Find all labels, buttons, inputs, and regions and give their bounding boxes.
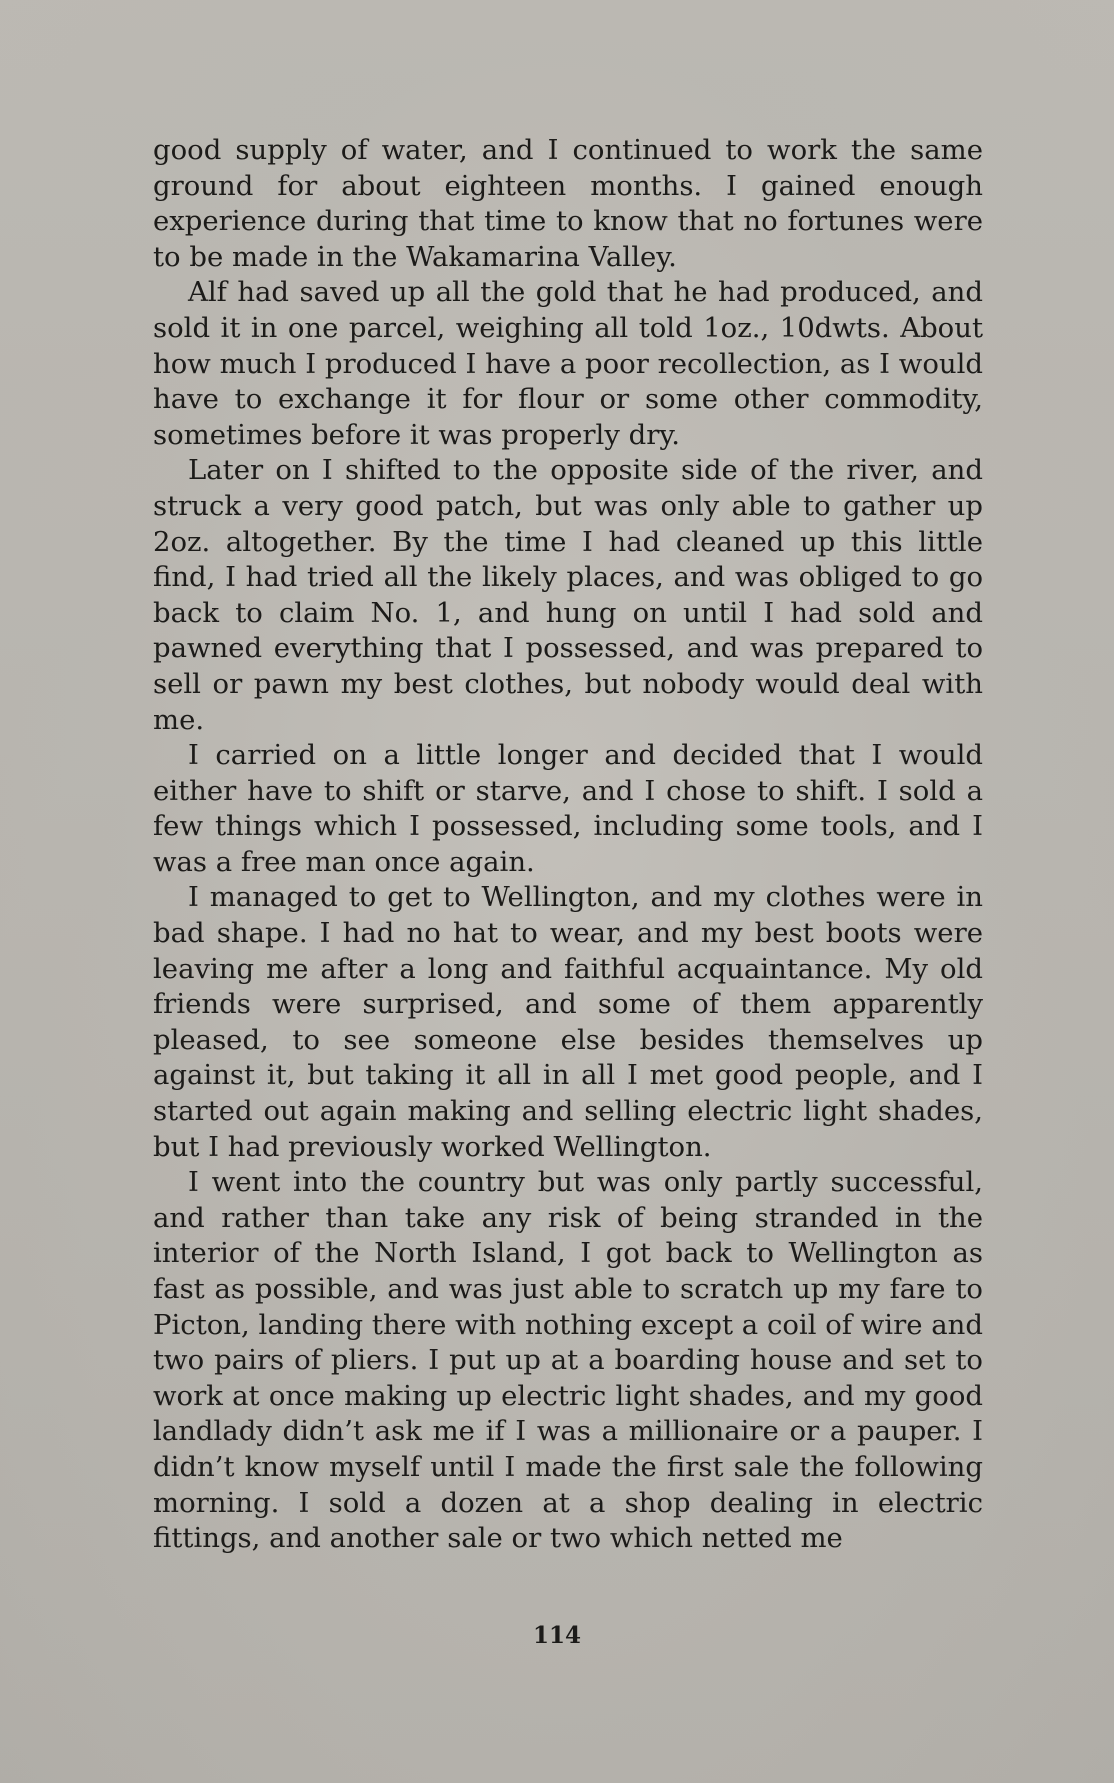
paragraph-5: I managed to get to Wellington, and my clothes were in bad shape. I had no hat to wear, and my best boots were leaving me after a long and faithful acquaintance. My old friends were surprised, and some of them apparently pleased, to see someone else besides themselves up against it, but taking it all in all I met good people, and I started out again making and selling electric light shades, but I had previously worked Wellington. <box>153 881 983 1163</box>
paragraph-1: good supply of water, and I continued to work the same ground for about eighteen months. I gained enough experience during that time to know that no fortunes were to be made in the Wakamarina Valley. <box>153 134 983 273</box>
body-text <box>153 133 983 1557</box>
page-number: 114 <box>532 1622 581 1649</box>
paragraph-2: Alf had saved up all the gold that he had produced, and sold it in one parcel, weighing all told 1oz., 10dwts. About how much I produced I have a poor recollection, as I would have to exchange it for flour or some other commodity, sometimes before it was properly dry. <box>153 276 983 451</box>
paragraph-3: Later on I shifted to the opposite side of the river, and struck a very good patch, but was only able to gather up 2oz. altogether. By the time I had cleaned up this little find, I had tried all the likely places, and was obliged to go back to claim No. 1, and hung on until I had sold and pawned everything that I possessed, and was prepared to sell or pawn my best clothes, but nobody would deal with me. <box>153 454 983 736</box>
paragraph-4: I carried on a little longer and decided that I would either have to shift or starve, and I chose to shift. I sold a few things which I possessed, including some tools, and I was a free man once again. <box>153 739 983 878</box>
paragraph-6: I went into the country but was only partly successful, and rather than take any risk of being stranded in the interior of the North Island, I got back to Wellington as fast as possible, and was just able to scratch up my fare to Picton, landing there with nothing except a coil of wire and two pairs of pliers. I put up at a boarding house and set to work at once making up electric light shades, and my good landlady didn’t ask me if I was a millionaire or a pauper. I didn’t know myself until I made the first sale the following morning. I sold a dozen at a shop dealing in electric fittings, and another sale or two which netted me <box>153 1166 983 1555</box>
